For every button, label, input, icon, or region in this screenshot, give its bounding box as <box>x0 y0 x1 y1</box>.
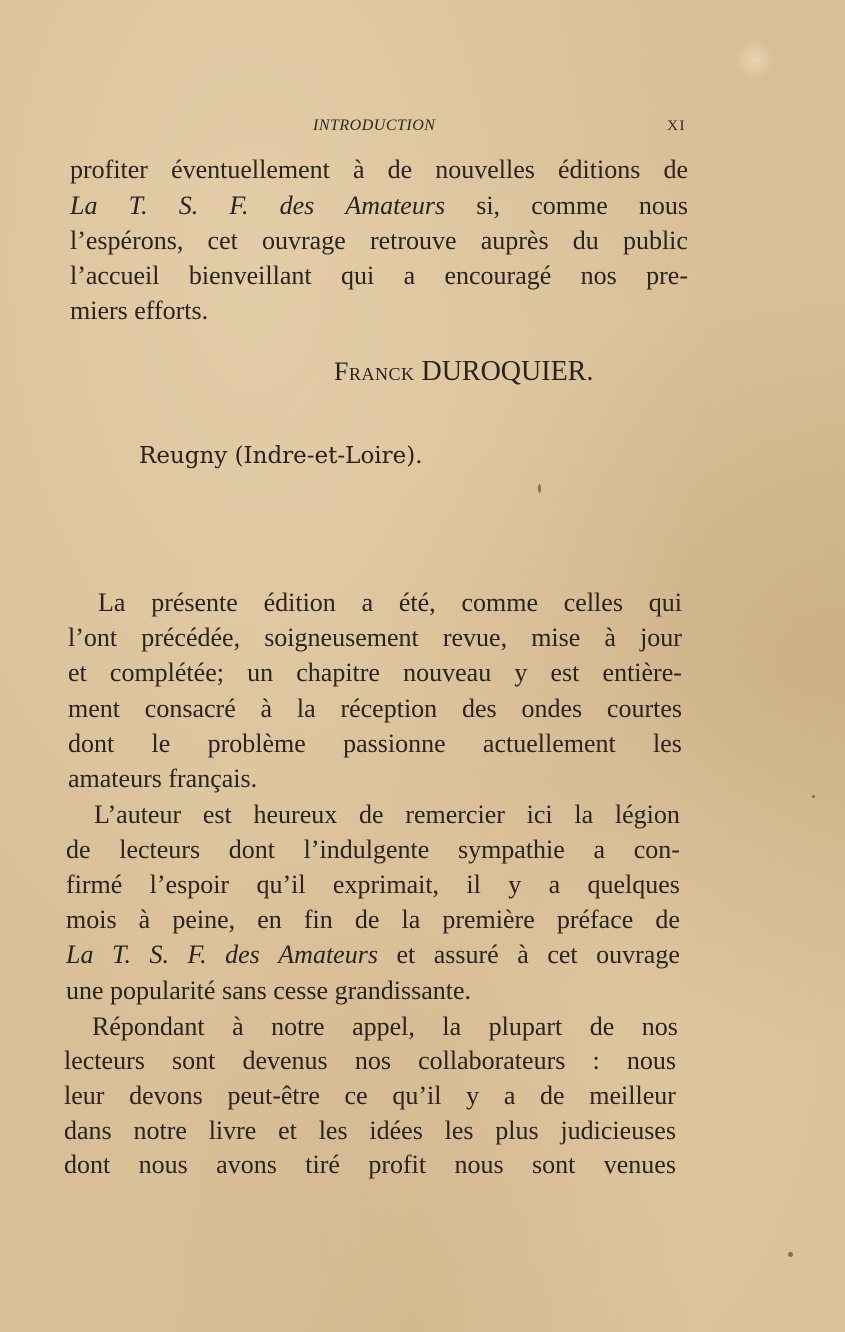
word: dans <box>64 1116 112 1145</box>
word: le <box>151 729 171 758</box>
text-line <box>68 658 682 688</box>
word: actuellement <box>482 729 616 758</box>
text-line <box>66 905 680 935</box>
word: la <box>401 905 421 934</box>
word: de <box>663 155 688 184</box>
text-line <box>66 835 680 865</box>
word: avons <box>216 1150 277 1179</box>
text-line <box>66 940 680 970</box>
word: fin <box>303 905 333 934</box>
word: première <box>442 905 535 934</box>
word: de <box>66 835 91 864</box>
author-signature <box>334 356 593 388</box>
word: nous <box>138 1150 188 1179</box>
word: nouveau <box>403 658 492 687</box>
word: de <box>359 800 384 829</box>
ink-speck <box>812 795 815 798</box>
word: retrouve <box>369 226 457 255</box>
word: il <box>466 870 481 899</box>
paper-stain <box>735 40 775 80</box>
word: à <box>517 940 529 969</box>
word: meilleur <box>589 1081 676 1110</box>
word: si, <box>476 191 501 220</box>
word: à <box>138 905 151 934</box>
word: passionne <box>343 729 446 758</box>
word: édition <box>263 588 336 617</box>
word: les <box>444 1116 474 1145</box>
word: la <box>296 694 316 723</box>
word: devons <box>129 1081 203 1110</box>
page-number: XI <box>667 118 686 134</box>
word: ouvrage <box>262 226 346 255</box>
word: sont <box>171 1046 216 1075</box>
word: sont <box>532 1150 576 1179</box>
text-line <box>68 623 682 653</box>
text-line <box>64 1150 676 1180</box>
word: tiré <box>305 1150 340 1179</box>
word: à <box>260 694 273 723</box>
text-line <box>64 1046 676 1076</box>
word: qu’il <box>256 870 306 899</box>
author-last-name: DUROQUIER. <box>421 356 594 387</box>
word: con- <box>633 835 680 864</box>
word: y <box>514 658 528 687</box>
book-title-word: T. <box>128 191 148 220</box>
word: à <box>232 1012 244 1041</box>
word: l’accueil <box>70 261 160 290</box>
word: qu’il <box>392 1081 442 1110</box>
word: été, <box>398 588 436 617</box>
word: notre <box>271 1012 325 1041</box>
word: mois <box>66 905 117 934</box>
word: revue, <box>442 623 508 652</box>
word: remercier <box>405 800 505 829</box>
word: cet <box>207 226 238 255</box>
text-line <box>68 694 682 724</box>
word: à <box>352 155 365 184</box>
word: dont <box>68 729 115 758</box>
word: nous <box>626 1046 676 1075</box>
word: de <box>589 1012 615 1041</box>
word: de <box>655 905 680 934</box>
word: l’indulgente <box>303 835 430 864</box>
word: de <box>387 155 413 184</box>
book-title-word: T. <box>111 940 132 969</box>
author-first-name: Franck <box>334 357 415 386</box>
word: lecteurs <box>64 1046 145 1075</box>
word: les <box>653 729 682 758</box>
word: l’espoir <box>149 870 230 899</box>
word: préface <box>556 905 634 934</box>
book-title-word: F. <box>187 940 207 969</box>
running-title: INTRODUCTION <box>313 117 436 134</box>
book-title-word: F. <box>229 191 249 220</box>
word: ici <box>526 800 553 829</box>
book-title-word: La <box>70 191 98 220</box>
word: est <box>202 800 232 829</box>
word: des <box>461 694 497 723</box>
ink-speck <box>538 484 541 493</box>
text-line <box>70 296 208 326</box>
text-line <box>68 764 257 794</box>
word: pre- <box>646 261 688 290</box>
word: complétée; <box>109 658 224 687</box>
word: bienveillant <box>188 261 312 290</box>
word: un <box>247 658 274 687</box>
word: et <box>396 940 416 969</box>
word: plus <box>495 1116 539 1145</box>
word: amateurs français. <box>68 764 258 793</box>
word: comme <box>461 588 538 617</box>
word: peut-être <box>227 1081 320 1110</box>
word: de <box>540 1081 565 1110</box>
word: celles <box>563 588 623 617</box>
word: la <box>442 1012 462 1041</box>
word: qui <box>340 261 375 290</box>
book-title-word: S. <box>178 191 199 220</box>
book-title-word: La <box>66 940 94 969</box>
word: et <box>278 1116 297 1145</box>
word: nos <box>580 261 617 290</box>
word: L’auteur <box>94 800 182 829</box>
book-title-word: Amateurs <box>345 191 446 220</box>
word: ce <box>344 1081 368 1110</box>
book-title-word: des <box>225 940 260 969</box>
word: firmé <box>66 870 123 899</box>
text-line <box>66 870 680 900</box>
word: et <box>68 658 87 687</box>
word: miers efforts. <box>70 296 209 325</box>
word: nous <box>454 1150 504 1179</box>
word: auprès <box>480 226 549 255</box>
text-line <box>64 1081 676 1111</box>
word: est <box>550 658 580 687</box>
text-line <box>70 261 688 291</box>
word: sympathie <box>457 835 565 864</box>
word: : <box>592 1046 600 1075</box>
word: de <box>354 905 380 934</box>
word: profiter <box>70 155 148 184</box>
word: exprimait, <box>332 870 440 899</box>
word: les <box>318 1116 348 1145</box>
word: leur <box>64 1081 105 1110</box>
word: réception <box>340 694 438 723</box>
word: ment <box>68 694 120 723</box>
text-line <box>92 1012 678 1042</box>
word: peine, <box>172 905 236 934</box>
word: y <box>466 1081 480 1110</box>
word: l’ont <box>68 623 118 652</box>
word: précédée, <box>141 623 241 652</box>
word: a <box>403 261 416 290</box>
word: dont <box>64 1150 111 1179</box>
word: judicieuses <box>560 1116 676 1145</box>
word: devenus <box>242 1046 328 1075</box>
word: lecteurs <box>119 835 201 864</box>
book-title-word: des <box>279 191 315 220</box>
word: problème <box>207 729 306 758</box>
text-line <box>94 800 680 830</box>
word: entière- <box>602 658 682 687</box>
word: Répondant <box>92 1012 205 1041</box>
word: à <box>604 623 616 652</box>
word: nouvelles <box>435 155 535 184</box>
word: collaborateurs <box>418 1046 566 1075</box>
word: La <box>98 588 126 617</box>
book-title-word: Amateurs <box>278 940 378 969</box>
word: cet <box>547 940 578 969</box>
word: a <box>503 1081 516 1110</box>
word: quelques <box>587 870 680 899</box>
word: comme <box>531 191 608 220</box>
word: du <box>572 226 599 255</box>
text-line <box>70 226 688 256</box>
word: nous <box>638 191 688 220</box>
word: profit <box>368 1150 427 1179</box>
word: jour <box>640 623 682 652</box>
word: ondes <box>521 694 583 723</box>
word: y <box>508 870 522 899</box>
word: a <box>548 870 561 899</box>
text-line <box>64 1116 676 1146</box>
word: l’espérons, <box>70 226 184 255</box>
word: éditions <box>558 155 641 184</box>
word: présente <box>151 588 238 617</box>
word: encouragé <box>444 261 552 290</box>
word: heureux <box>253 800 338 829</box>
word: une popularité sans cesse grandissante. <box>66 976 472 1005</box>
word: assuré <box>433 940 499 969</box>
word: public <box>622 226 688 255</box>
word: appel, <box>352 1012 415 1041</box>
word: la <box>574 800 594 829</box>
word: notre <box>133 1116 187 1145</box>
word: légion <box>614 800 680 829</box>
ink-speck <box>788 1252 793 1257</box>
word: dont <box>228 835 275 864</box>
place-line: Reugny (Indre-et-Loire). <box>139 443 423 469</box>
word: a <box>361 588 374 617</box>
running-header <box>70 117 688 141</box>
word: idées <box>369 1116 423 1145</box>
word: qui <box>648 588 682 617</box>
word: ouvrage <box>596 940 680 969</box>
word: éventuellement <box>171 155 330 184</box>
text-line <box>70 155 688 185</box>
text-line <box>70 191 688 221</box>
text-line <box>98 588 682 618</box>
word: consacré <box>144 694 236 723</box>
text-line <box>68 729 682 759</box>
word: venues <box>603 1150 676 1179</box>
word: nos <box>354 1046 391 1075</box>
book-title-word: S. <box>149 940 170 969</box>
word: livre <box>208 1116 257 1145</box>
word: courtes <box>606 694 682 723</box>
word: chapitre <box>296 658 380 687</box>
word: a <box>593 835 606 864</box>
word: en <box>257 905 282 934</box>
word: soigneusement <box>264 623 419 652</box>
word: plupart <box>488 1012 563 1041</box>
text-line <box>66 976 471 1006</box>
word: nos <box>641 1012 678 1041</box>
word: mise <box>531 623 581 652</box>
